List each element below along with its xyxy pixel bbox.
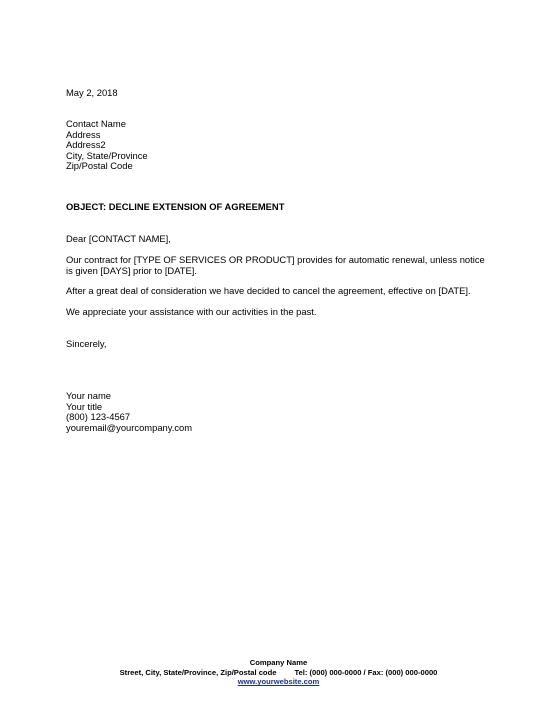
letter-salutation: Dear [CONTACT NAME],	[66, 233, 171, 244]
subject-block	[66, 202, 496, 213]
footer-address-line	[0, 668, 557, 678]
recipient-city: City, State/Province	[66, 149, 148, 161]
salutation-block	[66, 234, 496, 245]
signature-email: youremail@yourcompany.com	[66, 421, 193, 433]
letter-paragraph: We appreciate your assistance with our activities in the past.	[66, 306, 317, 317]
recipient-address2: Address2	[66, 139, 106, 151]
footer-address: Street, City, State/Province, Zip/Postal code	[119, 667, 277, 677]
letter-date-block	[66, 88, 496, 99]
letter-date: May 2, 2018	[66, 87, 118, 98]
recipient-address: Address	[66, 128, 101, 140]
recipient-address-block	[66, 119, 496, 172]
letter-paragraph: Our contract for [TYPE OF SERVICES OR PRODUCT] provides for automatic renewal, unless notice is given [DAYS] prior to [DATE].	[66, 254, 485, 276]
signature-block	[66, 391, 496, 433]
recipient-name: Contact Name	[66, 118, 126, 129]
signature-phone: (800) 123-4567	[66, 411, 131, 423]
letter-paragraph: After a great deal of consideration we have decided to cancel the agreement, effective on [DATE].	[66, 285, 471, 296]
letter-subject: OBJECT: DECLINE EXTENSION OF AGREEMENT	[66, 201, 285, 212]
closing-block	[66, 339, 496, 350]
footer-company-name: Company Name	[249, 658, 308, 667]
paragraph-3-block	[66, 307, 496, 318]
footer-contact: Tel: (000) 000-0000 / Fax: (000) 000-0000	[294, 667, 438, 677]
paragraph-1-block	[66, 255, 494, 276]
letter-closing: Sincerely,	[66, 338, 107, 349]
recipient-zip: Zip/Postal Code	[66, 160, 133, 172]
company-footer	[0, 658, 557, 687]
paragraph-2-block	[66, 286, 496, 297]
signature-title: Your title	[66, 400, 103, 412]
signature-name: Your name	[66, 390, 111, 401]
footer-website-link[interactable]: www.yourwebsite.com	[237, 677, 320, 687]
